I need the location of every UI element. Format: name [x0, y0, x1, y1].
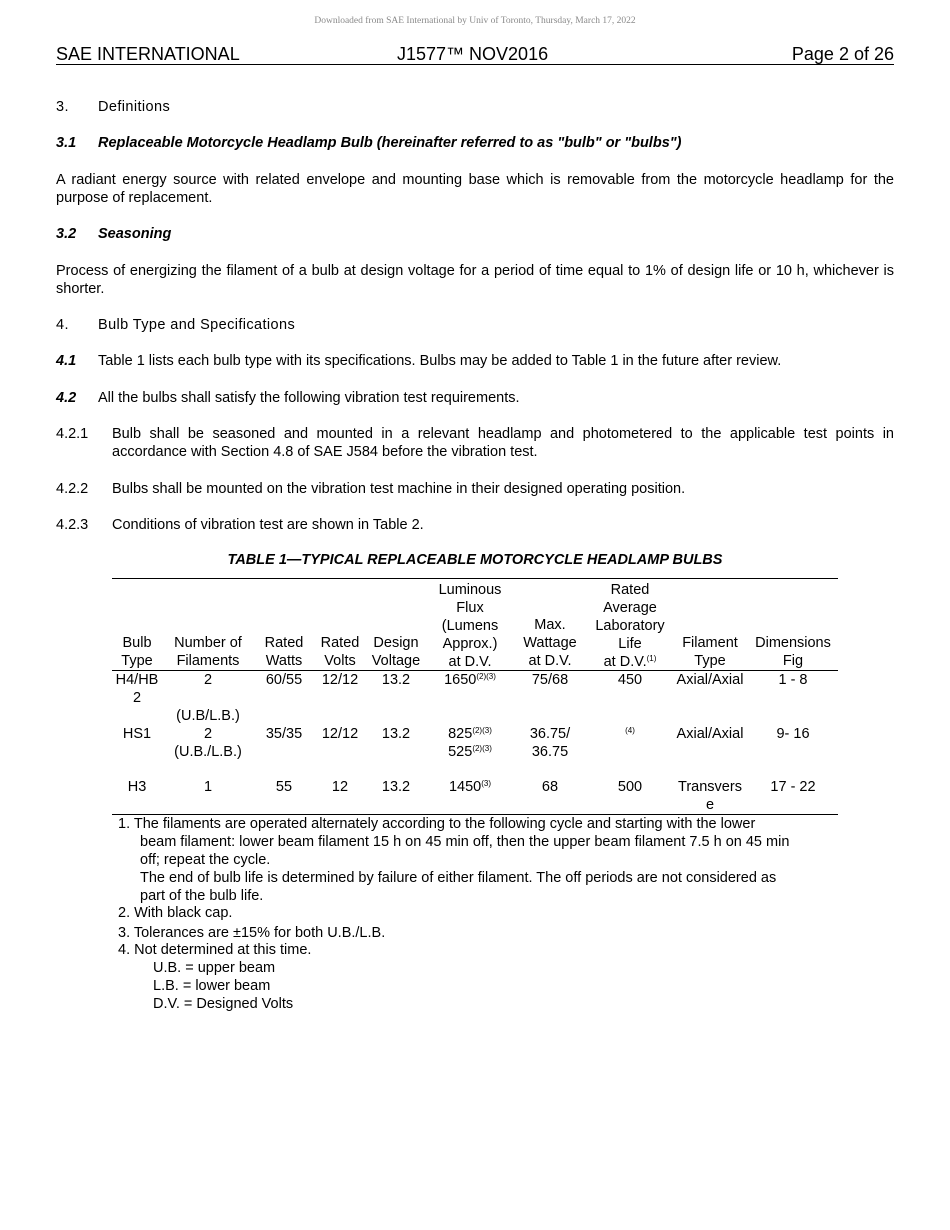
table-row-h4-flux: $1650^{(2)(3)}$ [444, 672, 496, 688]
download-watermark: Downloaded from SAE International by Univ of Toronto, Thursday, March 17, 2022 [314, 16, 636, 26]
table-row-h3-volts: 12 [331, 779, 349, 795]
section-4-number: 4. [56, 317, 69, 333]
section-3-2-number: 3.2 [56, 226, 77, 242]
header-doc-id: J1577™ NOV2016 [397, 44, 549, 64]
header-org: SAE INTERNATIONAL [56, 44, 240, 64]
table-row-hs1-beam-note: (U.B./L.B.) [174, 744, 242, 760]
section-4-2-body: All the bulbs shall satisfy the following vibration test requirements. [98, 390, 520, 406]
section-4-2-1-number: 4.2.1 [56, 426, 89, 442]
table-row-h3-watts: 55 [275, 779, 293, 795]
table-row-h4-filaments: 2 [203, 672, 213, 688]
table-row-hs1-design-voltage: 13.2 [381, 726, 411, 742]
table-row-h4-bulb-type: H4/HB 2 [115, 672, 159, 706]
section-4-1-body: Table 1 lists each bulb type with its specifications. Bulbs may be added to Table 1 in the future after review. [98, 353, 782, 369]
table-row-hs1-flux: $825^{(2)(3)}$ $525^{(2)(3)}$ [448, 726, 492, 760]
header-rated-volts: Rated Volts [320, 635, 360, 669]
table-row-h4-design-voltage: 13.2 [381, 672, 411, 688]
page-header [56, 44, 894, 65]
header-number-of-filaments: Number of Filaments [174, 635, 242, 669]
table-note-2: 2. With black cap. [118, 905, 233, 921]
section-4-2-3-body: Conditions of vibration test are shown in Table 2. [112, 517, 424, 533]
table-row-h3-design-voltage: 13.2 [381, 779, 411, 795]
section-4-2-number: 4.2 [56, 390, 77, 406]
section-4-1-number: 4.1 [56, 353, 77, 369]
section-3-1-body: A radiant energy source with related envelope and mounting base which is removable from the motorcycle headlamp for the purpose of replacement. [56, 172, 894, 206]
table-row-hs1-wattage: 36.75/ 36.75 [529, 726, 571, 760]
section-3-2-title: Seasoning [98, 226, 172, 242]
section-3-2-body: Process of energizing the filament of a bulb at design voltage for a period of time equal to 1% of design life or 10 h, whichever is shorter. [56, 263, 894, 297]
section-4-2-3-number: 4.2.3 [56, 517, 89, 533]
section-4-2-2-number: 4.2.2 [56, 481, 89, 497]
abbrev-designed-volts: D.V. = Designed Volts [153, 996, 294, 1012]
header-page-number: Page 2 of 26 [791, 44, 894, 64]
table-row-h4-filament-type: Axial/Axial [676, 672, 744, 688]
section-3-1-number: 3.1 [56, 135, 77, 151]
table-row-h3-wattage: 68 [541, 779, 559, 795]
table-row-h3-filaments: 1 [203, 779, 213, 795]
section-4-2-2-body: Bulbs shall be mounted on the vibration test machine in their designed operating position. [112, 481, 686, 497]
table-row-h4-dimensions: 1 - 8 [778, 672, 808, 688]
table-row-h3-life: 500 [617, 779, 643, 795]
header-rated-watts: Rated Watts [264, 635, 304, 669]
header-design-voltage: Design Voltage [371, 635, 421, 669]
table-row-hs1-watts: 35/35 [265, 726, 303, 742]
header-rated-life: Rated Average Laboratory Life at D.V.$^{(1)}$ [595, 582, 665, 670]
table-row-h4-life: 450 [617, 672, 643, 688]
header-filament-type: Filament Type [682, 635, 738, 669]
table-row-hs1-filaments: 2 [203, 726, 213, 742]
table-row-h3-bulb-type: H3 [127, 779, 147, 795]
section-3-number: 3. [56, 99, 69, 115]
abbrev-upper-beam: U.B. = upper beam [153, 960, 276, 976]
table-row-h3-dimensions: 17 - 22 [770, 779, 816, 795]
table-note-4: 4. Not determined at this time. [118, 942, 312, 958]
table-row-h4-wattage: 75/68 [531, 672, 569, 688]
table-row-hs1-bulb-type: HS1 [122, 726, 152, 742]
table-note-3: 3. Tolerances are ±15% for both U.B./L.B. [118, 925, 386, 941]
table-row-hs1-volts: 12/12 [321, 726, 359, 742]
table-row-h4-volts: 12/12 [321, 672, 359, 688]
abbrev-lower-beam: L.B. = lower beam [153, 978, 271, 994]
table-row-h4-beam-note: (U.B/L.B.) [176, 708, 240, 724]
table-row-h3-flux: 1450$^{(3)}$ [448, 779, 492, 795]
header-max-wattage: Max. Wattage at D.V. [523, 617, 577, 669]
table-row-h4-watts: 60/55 [265, 672, 303, 688]
section-4-2-1-body: Bulb shall be seasoned and mounted in a relevant headlamp and photometered to the applicable test points in accordance with Section 4.8 of SAE J584 before the vibration test. [112, 426, 894, 460]
table-top-rule [112, 578, 838, 579]
header-bulb-type: Bulb Type [121, 635, 153, 669]
table-note-1: 1. The filaments are operated alternately according to the following cycle and starting with the lower beam filament: lower beam filament 15 h on 45 min off, then the upper beam filament 7.5 h on 45 min off; repeat the cycle. The end of bulb life is determined by failure of either filament. The off periods are not considered as part of the bulb life. [118, 816, 790, 904]
table-1-title: TABLE 1—TYPICAL REPLACEABLE MOTORCYCLE HEADLAMP BULBS [227, 552, 723, 568]
table-row-hs1-dimensions: 9- 16 [776, 726, 810, 742]
section-3-title: Definitions [98, 99, 171, 115]
section-4-title: Bulb Type and Specifications [98, 317, 296, 333]
table-row-hs1-filament-type: Axial/Axial [676, 726, 744, 742]
header-dimensions-fig: Dimensions Fig [755, 635, 831, 669]
header-luminous-flux: Luminous Flux (Lumens Approx.) at D.V. [438, 582, 502, 670]
section-3-1-title: Replaceable Motorcycle Headlamp Bulb (hereinafter referred to as "bulb" or "bulbs") [98, 135, 682, 151]
table-row-hs1-life: (4) [625, 726, 635, 735]
table-row-h3-filament-type: Transvers e [678, 779, 742, 813]
